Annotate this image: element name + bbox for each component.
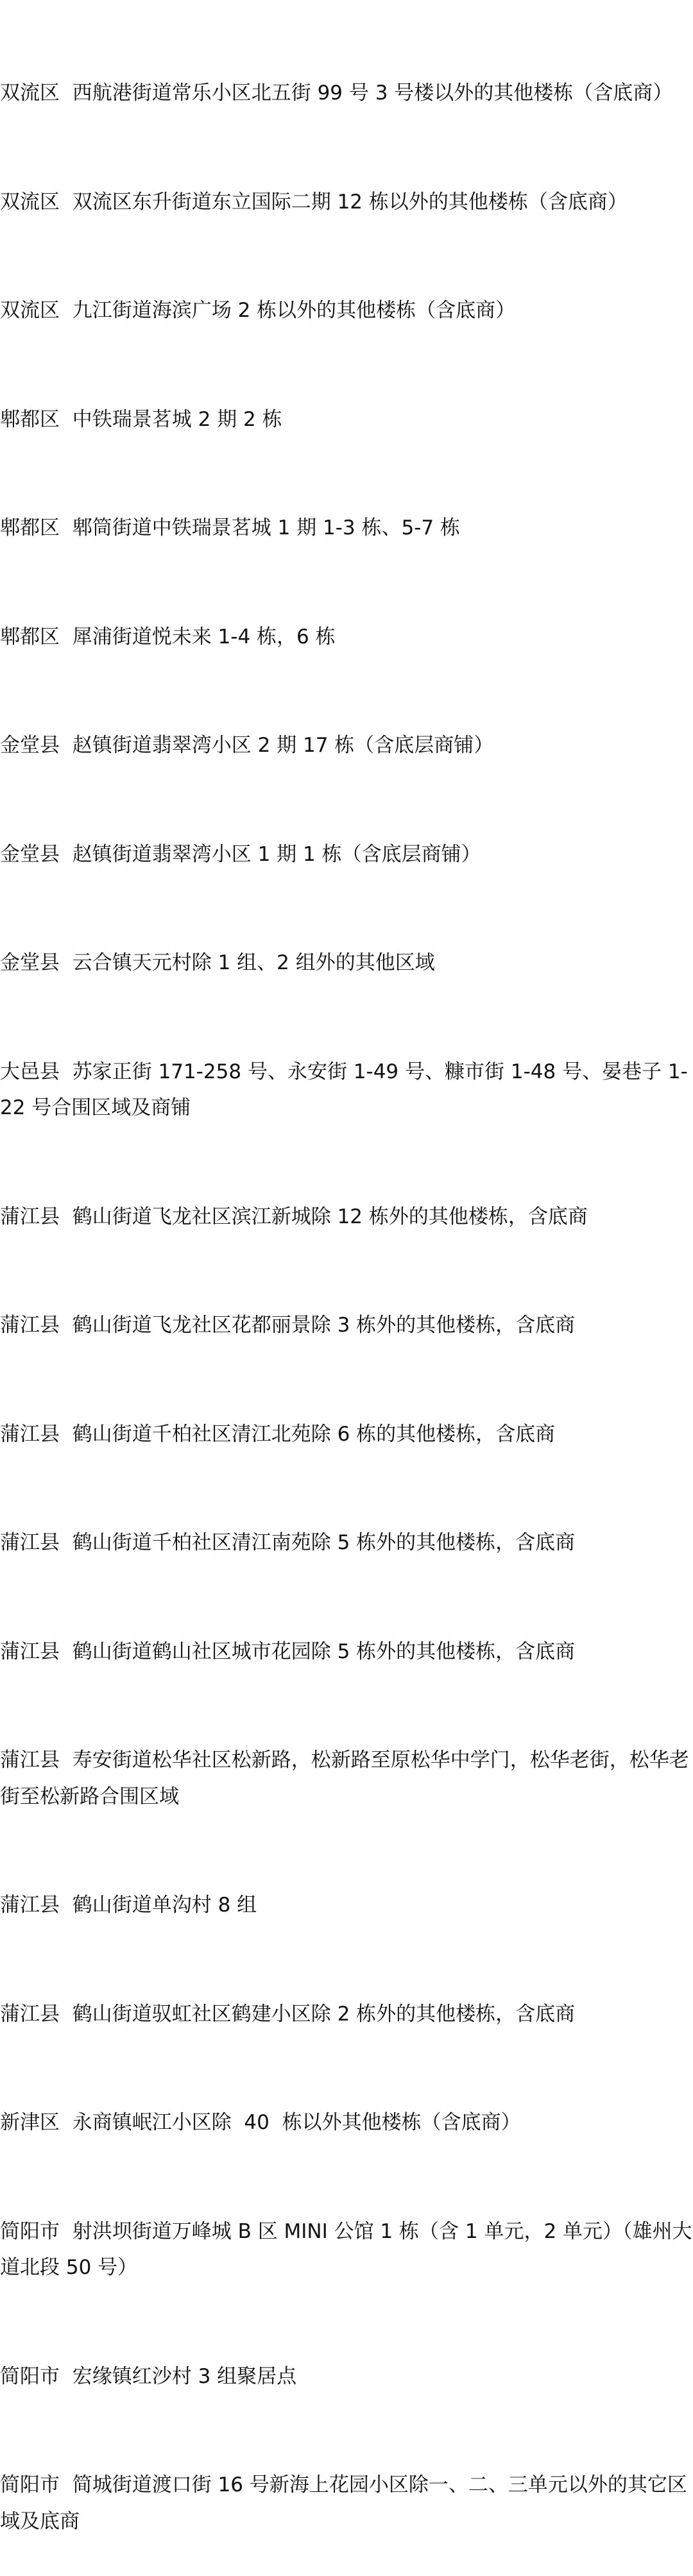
- area-detail: 中铁瑞景茗城 2 期 2 栋: [72, 407, 282, 431]
- list-item: [0, 1887, 693, 1924]
- area-detail: 苏家正街 171-258 号、永安街 1-49 号、糠市街 1-48 号、晏巷子 1-22 号合围区域及商铺: [0, 1060, 688, 1119]
- list-item: [0, 184, 693, 221]
- district-name: 蒲江县: [0, 1749, 60, 1772]
- district-name: 双流区: [0, 299, 60, 322]
- area-detail: 双流区东升街道东立国际二期 12 栋以外的其他楼栋（含底商）: [72, 190, 628, 214]
- list-item: [0, 2359, 693, 2395]
- area-detail: 赵镇街道翡翠湾小区 2 期 17 栋（含底层商铺）: [72, 734, 494, 757]
- district-name: 郫都区: [0, 516, 60, 539]
- area-detail: 永商镇岷江小区除 40 栋以外其他楼栋（含底商）: [72, 2111, 521, 2134]
- district-name: 新津区: [0, 2111, 60, 2134]
- district-name: 双流区: [0, 190, 60, 214]
- list-item: [0, 1054, 693, 1126]
- list-item: [0, 75, 693, 112]
- list-item: [0, 1307, 693, 1344]
- area-detail: 宏缘镇红沙村 3 组聚居点: [72, 2364, 297, 2388]
- list-item: [0, 1199, 693, 1235]
- district-name: 蒲江县: [0, 1422, 60, 1446]
- area-detail: 鹤山街道驭虹社区鹤建小区除 2 栋外的其他楼栋，含底商: [72, 2002, 576, 2026]
- district-name: 简阳市: [0, 2219, 60, 2243]
- district-name: 金堂县: [0, 842, 60, 866]
- list-item: [0, 2214, 693, 2286]
- area-detail: 简城街道渡口街 16 号新海上花园小区除一、二、三单元以外的其它区域及底商: [0, 2473, 687, 2533]
- district-name: 蒲江县: [0, 1205, 60, 1228]
- district-name: 郫都区: [0, 407, 60, 431]
- area-detail: 鹤山街道飞龙社区花都丽景除 3 栋外的其他楼栋，含底商: [72, 1314, 576, 1337]
- list-item: [0, 292, 693, 329]
- area-detail: 赵镇街道翡翠湾小区 1 期 1 栋（含底层商铺）: [72, 842, 481, 866]
- district-name: 蒲江县: [0, 1894, 60, 1917]
- list-item: [0, 1416, 693, 1453]
- document-body: [0, 3, 693, 2576]
- list-item: [0, 510, 693, 547]
- area-detail: 郫筒街道中铁瑞景茗城 1 期 1-3 栋、5-7 栋: [72, 516, 460, 539]
- list-item: [0, 2467, 693, 2539]
- district-name: 蒲江县: [0, 1314, 60, 1337]
- area-detail: 犀浦街道悦未来 1-4 栋，6 栋: [72, 625, 336, 648]
- area-detail: 九江街道海滨广场 2 栋以外的其他楼栋（含底商）: [72, 299, 516, 322]
- list-item: [0, 945, 693, 981]
- district-name: 蒲江县: [0, 1531, 60, 1554]
- area-detail: 鹤山街道飞龙社区滨江新城除 12 栋外的其他楼栋，含底商: [72, 1205, 588, 1228]
- list-item: [0, 1742, 693, 1815]
- district-name: 金堂县: [0, 951, 60, 974]
- list-item: [0, 619, 693, 656]
- district-name: 金堂县: [0, 734, 60, 757]
- area-detail: 寿安街道松华社区松新路，松新路至原松华中学门，松华老街，松华老街至松新路合围区域: [0, 1749, 689, 1808]
- district-name: 蒲江县: [0, 1640, 60, 1663]
- list-item: [0, 1996, 693, 2033]
- district-name: 双流区: [0, 81, 60, 105]
- district-name: 简阳市: [0, 2473, 60, 2496]
- list-item: [0, 402, 693, 438]
- area-detail: 鹤山街道鹤山社区城市花园除 5 栋外的其他楼栋，含底商: [72, 1640, 576, 1663]
- area-detail: 鹤山街道千柏社区清江北苑除 6 栋的其他楼栋，含底商: [72, 1422, 556, 1446]
- list-item: [0, 2105, 693, 2141]
- district-name: 郫都区: [0, 625, 60, 648]
- district-name: 大邑县: [0, 1060, 60, 1083]
- list-item: [0, 836, 693, 873]
- area-detail: 射洪坝街道万峰城 B 区 MINI 公馆 1 栋（含 1 单元，2 单元）（雄州大道北段 50 号）: [0, 2219, 692, 2279]
- list-item: [0, 1634, 693, 1670]
- area-detail: 鹤山街道千柏社区清江南苑除 5 栋外的其他楼栋，含底商: [72, 1531, 576, 1554]
- list-item: [0, 1525, 693, 1561]
- area-detail: 云合镇天元村除 1 组、2 组外的其他区域: [72, 951, 435, 974]
- district-name: 简阳市: [0, 2364, 60, 2388]
- area-detail: 西航港街道常乐小区北五街 99 号 3 号楼以外的其他楼栋（含底商）: [72, 81, 673, 105]
- list-item: [0, 727, 693, 764]
- area-detail: 鹤山街道单沟村 8 组: [72, 1894, 257, 1917]
- district-name: 蒲江县: [0, 2002, 60, 2026]
